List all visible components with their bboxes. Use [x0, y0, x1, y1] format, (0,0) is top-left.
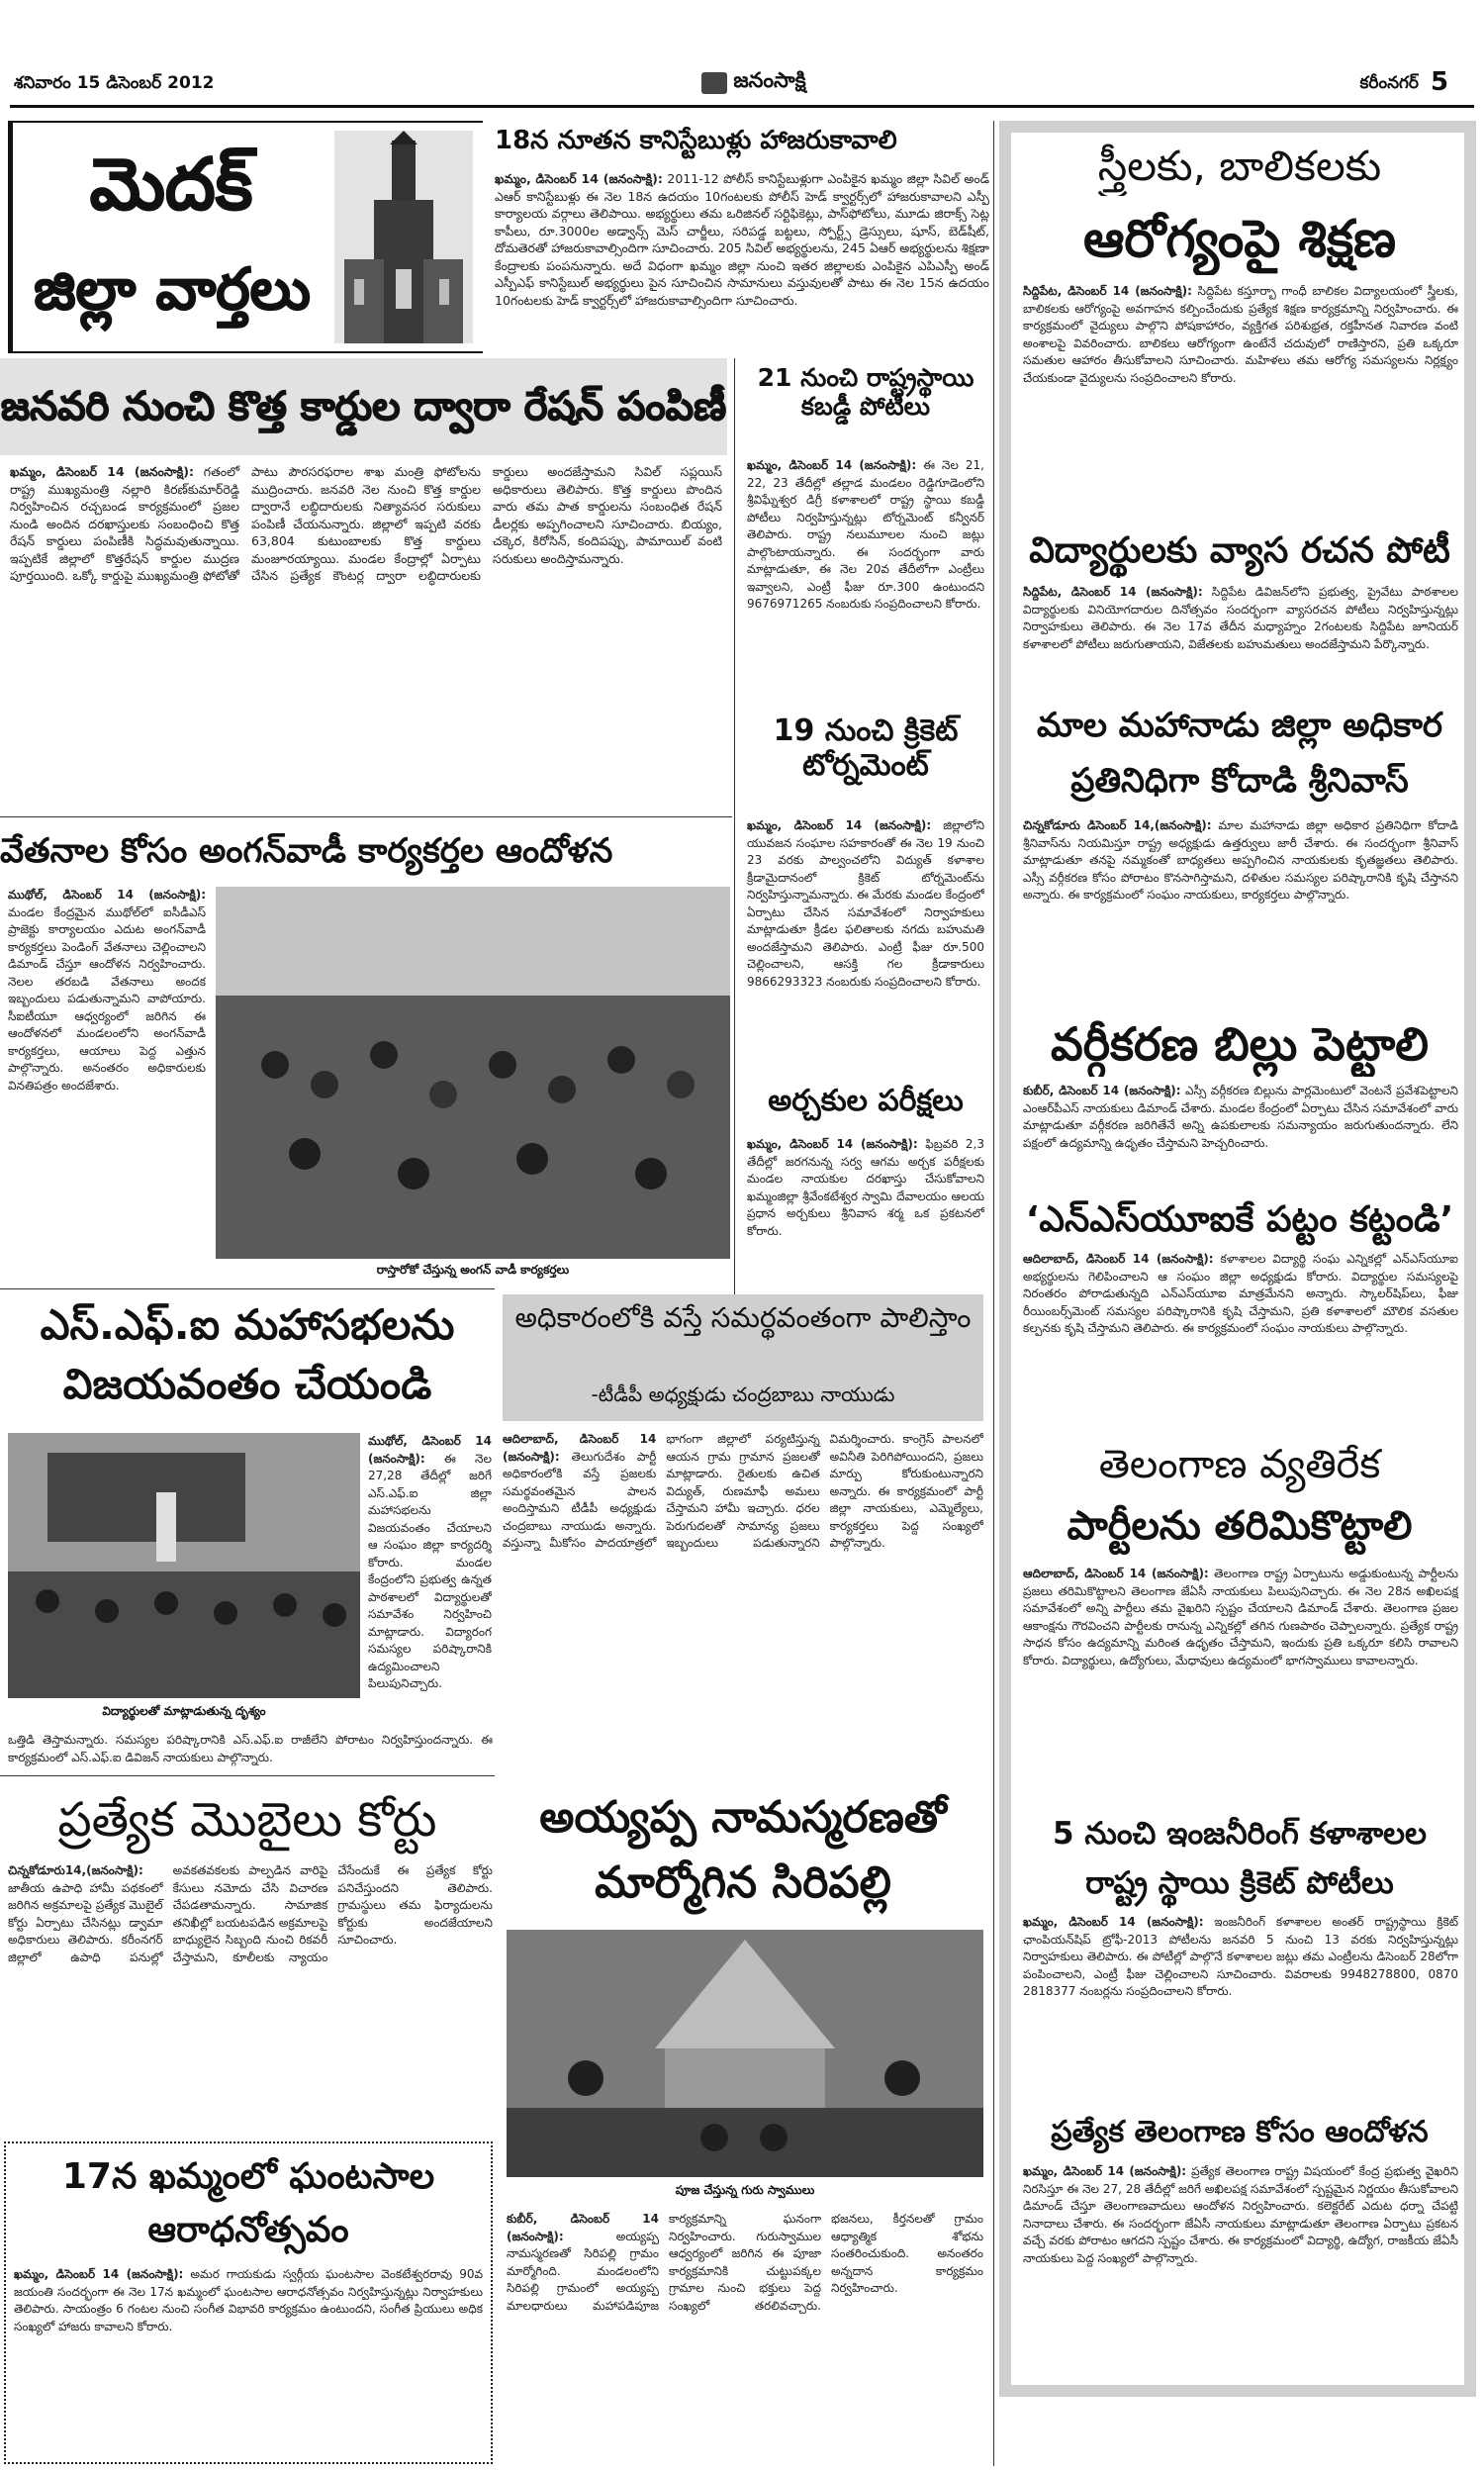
women-dateline: సిద్దిపేట, డిసెంబర్ 14 (జనంసాక్షి):	[1023, 284, 1192, 298]
engineering-dateline: ఖమ్మం, డిసెంబర్ 14 (జనంసాక్షి):	[1023, 1915, 1204, 1929]
naidu-dateline: ఆదిలాబాద్, డిసెంబర్ 14 (జనంసాక్షి):	[503, 1432, 657, 1464]
essay-headline: విద్యార్థులకు వ్యాస రచన పోటీ	[1029, 530, 1450, 571]
anganwadi-dateline: ముథోల్, డిసెంబర్ 14 (జనంసాక్షి):	[8, 888, 206, 902]
naidu-headline: అధికారంలోకి వస్తే సమర్థవంతంగా పాలిస్తాం	[514, 1302, 972, 1334]
mala-headline-line1: మాల మహానాడు జిల్లా అధికార	[1036, 706, 1443, 745]
ghantasala-headline-line2: ఆరాధనోత్సవం	[147, 2210, 349, 2250]
ration-dateline: ఖమ్మం, డిసెంబర్ 14 (జనంసాక్షి):	[10, 464, 194, 479]
anganwadi-photo-caption: రాస్తారోకో చేస్తున్న అంగన్ వాడీ కార్యకర్తలు	[376, 1263, 570, 1277]
masthead-date: శనివారం 15 డిసెంబర్ 2012	[14, 73, 215, 93]
ration-headline: జనవరి నుంచి కొత్త కార్డుల ద్వారా రేషన్ పంపిణీ	[0, 358, 727, 455]
sfi-meeting-photo	[8, 1433, 360, 1698]
masthead-edition: కరీంనగర్	[1359, 73, 1419, 93]
women-headline-line2: ఆరోగ్యంపై శిక్షణ	[1082, 210, 1397, 269]
ration-bottom-rule	[0, 816, 732, 817]
kabaddi-text: ఈ నెల 21, 22, 23 తేదీల్లో తల్లాడ మండలం రెడ్డిగూడెంలోని శ్రీవిఘ్నేశ్వర డిగ్రీ కళాశాలలో రాష్ట్ర స్థాయి కబడ్డీ పోటీలు నిర్వహిస్తున్నట్లు టోర్నమెంట్ కన్వీనర్ తెలిపారు. రాష్ట్ర నలుమూలల నుంచి జట్లు పాల్గొంటాయన్నారు. ఈ సందర్భంగా వారు మాట్లాడుతూ, ఈ నెల 20వ తేదీలోగా ఎంట్రీలు ఇవ్వాలని, ఎంట్రీ ఫీజు రూ.300 ఉంటుందని 9676971265 నంబరుకు సంప్రదించాలని కోరారు.	[747, 458, 984, 611]
classification-text: ఎస్సీ వర్గీకరణ బిల్లును పార్లమెంటులో వెంటనే ప్రవేశపెట్టాలని ఎంఆర్‌పీఎస్ నాయకులు డిమాండ్ చేశారు. మండల కేంద్రంలో ఏర్పాటు చేసిన సమావేశంలో వారు మాట్లాడుతూ వర్గీకరణ జరిగితేనే అన్ని ఉపకులాలకు సమన్యాయం జరుగుతుందన్నారు. లేని పక్షంలో ఉద్యమాన్ని ఉధృతం చేస్తామని హెచ్చరించారు.	[1023, 1084, 1458, 1150]
constables-text: 2011-12 పోలీస్ కానిస్టేబుళ్లుగా ఎంపికైన ఖమ్మం జిల్లా సివిల్ అండ్ ఎఆర్ కానిస్టేబుళ్లు ఈ నెల 18న ఉదయం 10గంటలకు పోలీస్ హెడ్ క్వార్టర్స్‌లో హాజరుకావాలని ఎస్పీ కార్యాలయ వర్గాలు తెలిపాయి. అభ్యర్థులు తమ ఒరిజినల్ సర్టిఫికెట్లు, పాస్‌ఫోటోలు, మూడు జిరాక్స్ సెట్ల కాపీలు, రూ.3000ల అడ్వాన్స్ మెస్ చార్జీలు, సరిపడ్డ బట్టలు, స్పోర్ట్స్ డ్రెస్సులు, షూస్, బెడ్‌షీట్, దోమతెరతో హాజరుకావాల్సిందిగా సూచించారు. 205 సివిల్ అభ్యర్థులను, 245 ఏఆర్ అభ్యర్థులను శిక్షణా కేంద్రాలకు పంపనున్నారు. అదే విధంగా ఖమ్మం జిల్లా నుంచి ఇతర జిల్లాలకు ఎంపికైన ఎపిఎస్పీ అండ్ ఎస్పీఎఫ్ కానిస్టేబుల్ అభ్యర్థులు పైన సూచించిన సామానులు వస్తువులతో పాటు ఈ నెల 15న ఉదయం 10గంటలకు హెడ్ క్వార్టర్స్‌లో హాజరుకావాల్సిందిగా సూచించారు.	[495, 171, 989, 308]
sfi-text: ఈ నెల 27,28 తేదీల్లో జరిగే ఎస్.ఎఫ్.ఐ జిల్లా మహాసభలను విజయవంతం చేయాలని ఆ సంఘం జిల్లా కార్యదర్శి కోరారు. మండల కేంద్రంలోని ప్రభుత్వ ఉన్నత పాఠశాలలో విద్యార్థులతో సమావేశం నిర్వహించి మాట్లాడారు. విద్యారంగ సమస్యల పరిష్కారానికి ఉద్యమించాలని పిలుపునిచ్చారు.	[368, 1451, 492, 1690]
telangana-parties-text: తెలంగాణ రాష్ట్ర ఏర్పాటును అడ్డుకుంటున్న పార్టీలను ప్రజలు తరిమికొట్టాలని తెలంగాణ జేఏసీ నాయకులు పిలుపునిచ్చారు. ఈ నెల 28న అఖిలపక్ష సమావేశంలో అన్ని పార్టీలు తమ వైఖరిని స్పష్టం చేయాలని డిమాండ్ చేశారు. తెలంగాణ ప్రజల ఆకాంక్షను గౌరవించని పార్టీలకు రానున్న ఎన్నికల్లో తగిన గుణపాఠం చెప్పాలన్నారు. ప్రత్యేక రాష్ట్ర సాధన కోసం ఉద్యమాన్ని మరింత ఉధృతం చేస్తామని, ఇందుకు ప్రతి ఒక్కరూ కలిసి రావాలని కోరారు. విద్యార్థులు, ఉద్యోగులు, మేధావులు ఉద్యమంలో భాగస్వాములు కావాలన్నారు.	[1023, 1567, 1458, 1667]
sfi-top-rule	[0, 1288, 495, 1289]
constables-headline: 18న నూతన కానిస్టేబుళ్లు హాజరుకావాలి	[495, 127, 897, 155]
engineering-body	[1023, 1914, 1458, 2108]
nsui-dateline: ఆదిలాబాద్, డిసెంబర్ 14 (జనంసాక్షి):	[1023, 1252, 1214, 1266]
kabaddi-headline: 21 నుంచి రాష్ట్రస్థాయి కబడ్డీ పోటీలు	[757, 364, 974, 421]
ayyappa-photo-caption: పూజ చేస్తున్న గురు స్వాములు	[675, 2183, 815, 2197]
essay-dateline: సిద్దిపేట, డిసెంబర్ 14 (జనంసాక్షి):	[1023, 585, 1203, 599]
column-rule-middle	[734, 358, 735, 1328]
telangana-parties-body	[1023, 1566, 1458, 1803]
ration-text: గతంలో రాష్ట్ర ముఖ్యమంత్రి నల్లారి కిరణ్‌కుమార్‌రెడ్డి నిర్వహించిన రచ్చబండ కార్యక్రమంలో ప్రజల నుండి అందిన దరఖాస్తులకు సంబంధించి కొత్త రేషన్ కార్డులు పంపిణీకి సిద్ధమవుతున్నాయి. ఇప్పటికే జిల్లాలో కొత్తరేషన్ కార్డుల ముద్రణ పూర్తయింది. ఒక్కో కార్డుపై ముఖ్యమంత్రి ఫోటోతో పాటు పౌరసరఫరాల శాఖ మంత్రి ఫోటోలను ముద్రించారు. జనవరి నెల నుంచి కొత్త కార్డుల ద్వారానే లబ్ధిదారులకు నిత్యావసర సరుకులు పంపిణీ చేయనున్నారు. జిల్లాలో ఇప్పటి వరకు 63,804 కుటుంబాలకు కొత్త కార్డులు మంజూరయ్యాయి. మండల కేంద్రాల్లో ఏర్పాటు చేసిన ప్రత్యేక కౌంటర్ల ద్వారా లబ్ధిదారులకు కార్డులు అందజేస్తామని సివిల్ సప్లయిస్ అధికారులు తెలిపారు. కొత్త కార్డులు పొందిన వారు తమ పాత కార్డులను సంబంధిత రేషన్ డీలర్లకు అప్పగించాలని సూచించారు. బియ్యం, చక్కెర, కిరోసిన్, కందిపప్పు, పామాయిల్ వంటి సరుకులు అందిస్తామన్నారు.	[10, 464, 722, 583]
sfi-headline-line1: ఎస్.ఎఫ్.ఐ మహాసభలను	[40, 1300, 455, 1349]
mobile-court-text: జాతీయ ఉపాధి హామీ పథకంలో జరిగిన అక్రమాలపై ప్రత్యేక మొబైల్ కోర్టు ఏర్పాటు చేసినట్లు డ్వామా అధికారులు తెలిపారు. కరీంనగర్ జిల్లాలో ఉపాధి పనుల్లో అవకతవకలకు పాల్పడిన వారిపై కేసులు నమోదు చేసి విచారణ చేపడతామన్నారు. సామాజిక తనిఖీల్లో బయటపడిన అక్రమాలపై బాధ్యులైన సిబ్బంది నుంచి రికవరీ చేస్తామని, కూలీలకు న్యాయం చేసేందుకే ఈ ప్రత్యేక కోర్టు పనిచేస్తుందని తెలిపారు. గ్రామస్థులు తమ ఫిర్యాదులను కోర్టుకు అందజేయాలని సూచించారు.	[8, 1863, 493, 1964]
paper-logo-icon	[701, 72, 727, 94]
column-rule-right	[993, 121, 994, 2466]
ayyappa-puja-photo	[507, 1930, 983, 2177]
ghantasala-body	[14, 2266, 483, 2454]
agitation-headline: ప్రత్యేక తెలంగాణ కోసం ఆందోళన	[1051, 2115, 1429, 2149]
mobile-court-body	[8, 1862, 493, 2126]
nsui-text: కళాశాలల విద్యార్థి సంఘ ఎన్నికల్లో ఎన్ఎస్‌యూఐ అభ్యర్థులను గెలిపించాలని ఆ సంఘం జిల్లా అధ్యక్షుడు కోరారు. విద్యార్థుల సమస్యలపై నిరంతరం పోరాడుతున్నది ఎన్ఎస్‌యూఐ మాత్రమేనని అన్నారు. స్కాలర్‌షిప్‌లు, ఫీజు రీయింబర్స్‌మెంట్ సమస్యల పరిష్కారానికి కృషి చేస్తామని, ప్రతి కళాశాలలో మౌలిక వసతుల కల్పనకు కృషి చేస్తామని తెలిపారు. ఈ కార్యక్రమంలో సంఘం నాయకులు పాల్గొన్నారు.	[1023, 1252, 1458, 1335]
ayyappa-body	[507, 2211, 983, 2464]
telangana-parties-headline-line1: తెలంగాణ వ్యతిరేక	[1098, 1442, 1381, 1487]
naidu-headline-box	[503, 1294, 983, 1421]
mala-headline-line2: ప్రతినిధిగా కోదాడి శ్రీనివాస్	[1070, 761, 1409, 801]
agitation-text: ప్రత్యేక తెలంగాణ రాష్ట్ర విషయంలో కేంద్ర ప్రభుత్వ వైఖరిని నిరసిస్తూ ఈ నెల 27, 28 తేదీల్లో జరిగే అఖిలపక్ష సమావేశంలో స్పష్టమైన నిర్ణయం తీసుకోవాలని డిమాండ్ చేస్తూ తెలంగాణవాదులు ఆందోళన నిర్వహించారు. కలెక్టరేట్ ఎదుట ధర్నా చేపట్టి నినాదాలు చేశారు. ఈ సందర్భంగా జేఏసీ నాయకులు మాట్లాడుతూ తెలంగాణ ఏర్పాటు ప్రకటన వచ్చే వరకు పోరాటం ఆగదని స్పష్టం చేశారు. ఈ కార్యక్రమంలో విద్యార్థి, ఉద్యోగ, రాజకీయ జేఏసీ నాయకులు పెద్ద సంఖ్యలో పాల్గొన్నారు.	[1023, 2164, 1458, 2265]
ghantasala-text: అమర గాయకుడు స్వర్గీయ ఘంటసాల వెంకటేశ్వరరావు 90వ జయంతి సందర్భంగా ఈ నెల 17న ఖమ్మంలో ఘంటసాల ఆరాధనోత్సవం నిర్వహిస్తున్నట్లు నిర్వాహకులు తెలిపారు. సాయంత్రం 6 గంటల నుంచి సంగీత విభావరి కార్యక్రమం ఉంటుందని, సంగీత ప్రియులు అధిక సంఖ్యలో హాజరు కావాలని కోరారు.	[14, 2267, 483, 2333]
ration-body	[10, 463, 722, 809]
classroom-illustration	[8, 1433, 360, 1698]
ayyappa-headline: అయ్యప్ప నామస్మరణతో మార్మోగిన సిరిపల్లి	[539, 1792, 947, 1908]
agitation-dateline: ఖమ్మం, డిసెంబర్ 14 (జనంసాక్షి):	[1023, 2164, 1187, 2178]
naidu-body	[503, 1431, 983, 1767]
sfi-dateline: ముథోల్, డిసెంబర్ 14 (జనంసాక్షి):	[368, 1434, 492, 1466]
mobile-court-top-rule	[0, 1775, 495, 1776]
nsui-headline: ‘ఎన్ఎస్‌యూఐకే పట్టం కట్టండి’	[1025, 1199, 1454, 1240]
mobile-court-dateline: చిన్నకోడూరు14,(జనంసాక్షి):	[8, 1863, 143, 1877]
anganwadi-headline: వేతనాల కోసం అంగన్‌వాడీ కార్యకర్తల ఆందోళన	[0, 831, 613, 871]
nsui-body	[1023, 1251, 1458, 1429]
classification-headline: వర్గీకరణ బిల్లు పెట్టాలి	[1051, 1017, 1429, 1071]
classification-dateline: కుబీర్, డిసెంబర్ 14 (జనంసాక్షి):	[1023, 1084, 1181, 1097]
anganwadi-protest-photo	[216, 887, 730, 1259]
priests-body	[747, 1136, 984, 1259]
mala-text: మాల మహానాడు జిల్లా అధికార ప్రతినిధిగా కోదాడి శ్రీనివాస్‌ను నియమిస్తూ రాష్ట్ర అధ్యక్షుడు ఉత్తర్వులు జారీ చేశారు. ఈ సందర్భంగా శ్రీనివాస్ మాట్లాడుతూ తనపై నమ్మకంతో బాధ్యతలు అప్పగించిన నాయకులకు కృతజ్ఞతలు తెలిపారు. ఎస్సీ వర్గీకరణ కోసం పోరాటం కొనసాగిస్తామని, దళితుల సమస్యల పరిష్కారానికి కృషి చేస్తానని అన్నారు. ఈ కార్యక్రమంలో సంఘం నాయకులు, కార్యకర్తలు పాల్గొన్నారు.	[1023, 818, 1458, 902]
mala-dateline: చిన్నకోడూరు డిసెంబర్ 14,(జనంసాక్షి):	[1023, 818, 1212, 832]
women-text: సిద్దిపేట కస్తూర్బా గాంధీ బాలికల విద్యాలయంలో స్త్రీలకు, బాలికలకు ఆరోగ్యంపై అవగాహన కల్పించేందుకు ప్రత్యేక శిక్షణ కార్యక్రమాన్ని నిర్వహించారు. ఈ కార్యక్రమంలో వైద్యులు పాల్గొని పోషకాహారం, వ్యక్తిగత పరిశుభ్రత, రక్తహీనత నివారణ వంటి అంశాలపై వివరించారు. బాలికలు ఆరోగ్యంగా ఉంటేనే చదువులో రాణిస్తారని, ప్రతి ఒక్కరూ సమతుల ఆహారం తీసుకోవాలని సూచించారు. మహిళలు తమ ఆరోగ్య సమస్యలను నిర్లక్ష్యం చేయకుండా వైద్యులను సంప్రదించాలని కోరారు.	[1023, 284, 1458, 385]
constables-dateline: ఖమ్మం, డిసెంబర్ 14 (జనంసాక్షి):	[495, 171, 663, 186]
medak-title-line1: మెదక్	[89, 143, 253, 226]
telangana-parties-headline-line2: పార్టీలను తరిమికొట్టాలి	[1067, 1503, 1413, 1549]
telangana-parties-dateline: ఆదిలాబాద్, డిసెంబర్ 14 (జనంసాక్షి):	[1023, 1567, 1209, 1580]
priests-headline: అర్చకుల పరీక్షలు	[768, 1085, 964, 1118]
protest-crowd-illustration	[216, 887, 730, 1259]
masthead-paper-name: జనంసాక్షి	[645, 65, 863, 101]
mobile-court-headline: ప్రత్యేక మొబైలు కోర్టు	[57, 1792, 437, 1848]
engineering-headline-line2: రాష్ట్ర స్థాయి క్రికెట్ పోటీలు	[1085, 1865, 1394, 1901]
priests-dateline: ఖమ్మం, డిసెంబర్ 14 (జనంసాక్షి):	[747, 1137, 918, 1151]
anganwadi-text: మండల కేంద్రమైన ముథోల్‌లో ఐసీడీఎస్ ప్రాజెక్టు కార్యాలయం ఎదుట అంగన్‌వాడీ కార్యకర్తలు పెండింగ్ వేతనాలు చెల్లించాలని డిమాండ్ చేస్తూ ఆందోళన నిర్వహించారు. నెలల తరబడి వేతనాలు అందక ఇబ్బందులు పడుతున్నామని వాపోయారు. సీఐటీయూ ఆధ్వర్యంలో జరిగిన ఈ ఆందోళనలో మండలంలోని అంగన్‌వాడీ కార్యకర్తలు, ఆయాలు పెద్ద ఎత్తున పాల్గొన్నారు. అనంతరం అధికారులకు వినతిపత్రం అందజేశారు.	[8, 904, 206, 1093]
masthead-rule	[10, 105, 1474, 108]
ayyappa-text: అయ్యప్ప నామస్మరణతో సిరిపల్లి గ్రామం మార్మోగింది. మండలంలోని సిరిపల్లి గ్రామంలో అయ్యప్ప మాలధారులు మహాపడిపూజ కార్యక్రమాన్ని ఘనంగా నిర్వహించారు. గురుస్వాముల ఆధ్వర్యంలో జరిగిన ఈ పూజా కార్యక్రమానికి చుట్టుపక్కల గ్రామాల నుంచి భక్తులు పెద్ద సంఖ్యలో తరలివచ్చారు. భజనలు, కీర్తనలతో గ్రామం ఆధ్యాత్మిక శోభను సంతరించుకుంది. అనంతరం అన్నదాన కార్యక్రమం నిర్వహించారు.	[507, 2212, 983, 2313]
ghantasala-dateline: ఖమ్మం, డిసెంబర్ 14 (జనంసాక్షి):	[14, 2267, 184, 2281]
sfi-body-bottom: ఒత్తిడి తెస్తామన్నారు. సమస్యల పరిష్కారానికి ఎస్.ఎఫ్.ఐ రాజీలేని పోరాటం నిర్వహిస్తుందన్నారు. ఈ కార్యక్రమంలో ఎస్.ఎఫ్.ఐ డివిజన్ నాయకులు పాల్గొన్నారు.	[8, 1733, 493, 1764]
engineering-text: ఇంజనీరింగ్ కళాశాలల అంతర్ రాష్ట్రస్థాయి క్రికెట్ ఛాంపియన్‌షిప్ ట్రోఫీ-2013 పోటీలను జనవరి 5 నుంచి 13 వరకు నిర్వహిస్తున్నట్లు నిర్వాహకులు తెలిపారు. ఈ పోటీల్లో పాల్గొనే కళాశాలల జట్లు తమ ఎంట్రీలను డిసెంబర్ 28లోగా పంపించాలని, ఎంట్రీ ఫీజు చెల్లించాలని సూచించారు. వివరాలకు 9948278800, 0870 2818377 నంబర్లను సంప్రదించాలని కోరారు.	[1023, 1915, 1458, 1998]
cricket-text: జిల్లాలోని యువజన సంఘాల సహకారంతో ఈ నెల 19 నుంచి 23 వరకు పాల్వంచలోని విద్యుత్ కళాశాల క్రీడామైదానంలో క్రికెట్ టోర్నమెంట్‌ను నిర్వహిస్తున్నామన్నారు. ఈ మేరకు మండల కేంద్రంలో ఏర్పాటు చేసిన సమావేశంలో నిర్వాహకులు మాట్లాడుతూ క్రీడల ఫలితాలకు నగదు బహుమతి అందజేస్తామని తెలిపారు. ఎంట్రీ ఫీజు రూ.500 చెల్లించాలని, ఆసక్తి గల క్రీడాకారులు 9866293323 నంబరుకు సంప్రదించాలని కోరారు.	[747, 818, 984, 989]
ghantasala-headline-line1: 17న ఖమ్మంలో ఘంటసాల	[61, 2156, 435, 2197]
kabaddi-body	[747, 457, 984, 705]
essay-text: సిద్దిపేట డివిజన్‌లోని ప్రభుత్వ, ప్రైవేటు పాఠశాలల విద్యార్థులకు వినియోగదారుల దినోత్సవం సందర్భంగా వ్యాసరచన పోటీలు నిర్వహిస్తున్నట్లు నిర్వాహకులు తెలిపారు. ఈ నెల 17వ తేదీన మధ్యాహ్నం 2గంటలకు సిద్దిపేట జూనియర్ కళాశాలలో పోటీలు జరుగుతాయని, విజేతలకు బహుమతులు అందజేస్తామని పేర్కొన్నారు.	[1023, 585, 1458, 651]
anganwadi-body	[8, 887, 206, 1255]
priests-text: ఫిబ్రవరి 2,3 తేదీల్లో జరగనున్న సర్వ ఆగమ అర్చక పరీక్షలకు మండల నాయకుల దరఖాస్తు చేసుకోవాలని ఖమ్మంజిల్లా శ్రీవేంకటేశ్వర స్వామి దేవాలయం ఆలయ ప్రధాన అర్చకులు శ్రీనివాస శర్మ ఒక ప్రకటనలో కోరారు.	[747, 1137, 984, 1238]
naidu-text: తెలుగుదేశం పార్టీ అధికారంలోకి వస్తే ప్రజలకు సమర్థవంతమైన పాలన అందిస్తామని టీడీపీ అధ్యక్షుడు చంద్రబాబు నాయుడు అన్నారు. వస్తున్నా మీకోసం పాదయాత్రలో భాగంగా జిల్లాలో పర్యటిస్తున్న ఆయన గ్రామ గ్రామాన ప్రజలతో మాట్లాడారు. రైతులకు ఉచిత విద్యుత్, రుణమాఫీ అమలు చేస్తామని హామీ ఇచ్చారు. ధరల పెరుగుదలతో సామాన్య ప్రజలు ఇబ్బందులు పడుతున్నారని విమర్శించారు. కాంగ్రెస్ పాలనలో అవినీతి పెరిగిపోయిందని, ప్రజలు మార్పు కోరుకుంటున్నారని అన్నారు. ఈ కార్యక్రమంలో పార్టీ జిల్లా నాయకులు, ఎమ్మెల్యేలు, కార్యకర్తలు పెద్ద సంఖ్యలో పాల్గొన్నారు.	[503, 1432, 983, 1550]
classification-body	[1023, 1083, 1458, 1191]
cricket-dateline: ఖమ్మం, డిసెంబర్ 14 (జనంసాక్షి):	[747, 818, 932, 832]
essay-body	[1023, 584, 1458, 691]
medak-banner	[8, 121, 483, 353]
sfi-body	[368, 1433, 492, 1724]
sfi-photo-caption: విద్యార్థులతో మాట్లాడుతున్న దృశ్యం	[102, 1704, 266, 1718]
kabaddi-dateline: ఖమ్మం, డిసెంబర్ 14 (జనంసాక్షి):	[747, 458, 917, 472]
puja-illustration	[507, 1930, 983, 2177]
engineering-headline-line1: 5 నుంచి ఇంజనీరింగ్ కళాశాలల	[1053, 1816, 1427, 1852]
ghantasala-box	[4, 2141, 493, 2464]
agitation-body	[1023, 2163, 1458, 2387]
women-headline-line1: స్త్రీలకు, బాలికలకు	[1097, 142, 1382, 190]
sfi-headline-line2: విజయవంతం చేయండి	[62, 1360, 432, 1408]
mala-body	[1023, 817, 1458, 1005]
naidu-subheadline: -టీడీపీ అధ్యక్షుడు చంద్రబాబు నాయుడు	[591, 1383, 895, 1406]
ayyappa-dateline: కుబీర్, డిసెంబర్ 14 (జనంసాక్షి):	[507, 2212, 659, 2243]
cricket-headline: 19 నుంచి క్రికెట్ టోర్నమెంట్	[773, 714, 959, 783]
masthead-page-number: 5	[1431, 67, 1449, 97]
church-photo	[334, 131, 473, 343]
church-illustration	[334, 131, 473, 343]
constables-body	[495, 170, 989, 350]
women-body	[1023, 283, 1458, 517]
medak-title-line2: జిల్లా వార్తలు	[34, 255, 311, 323]
masthead	[0, 65, 1484, 105]
cricket-body	[747, 817, 984, 1071]
